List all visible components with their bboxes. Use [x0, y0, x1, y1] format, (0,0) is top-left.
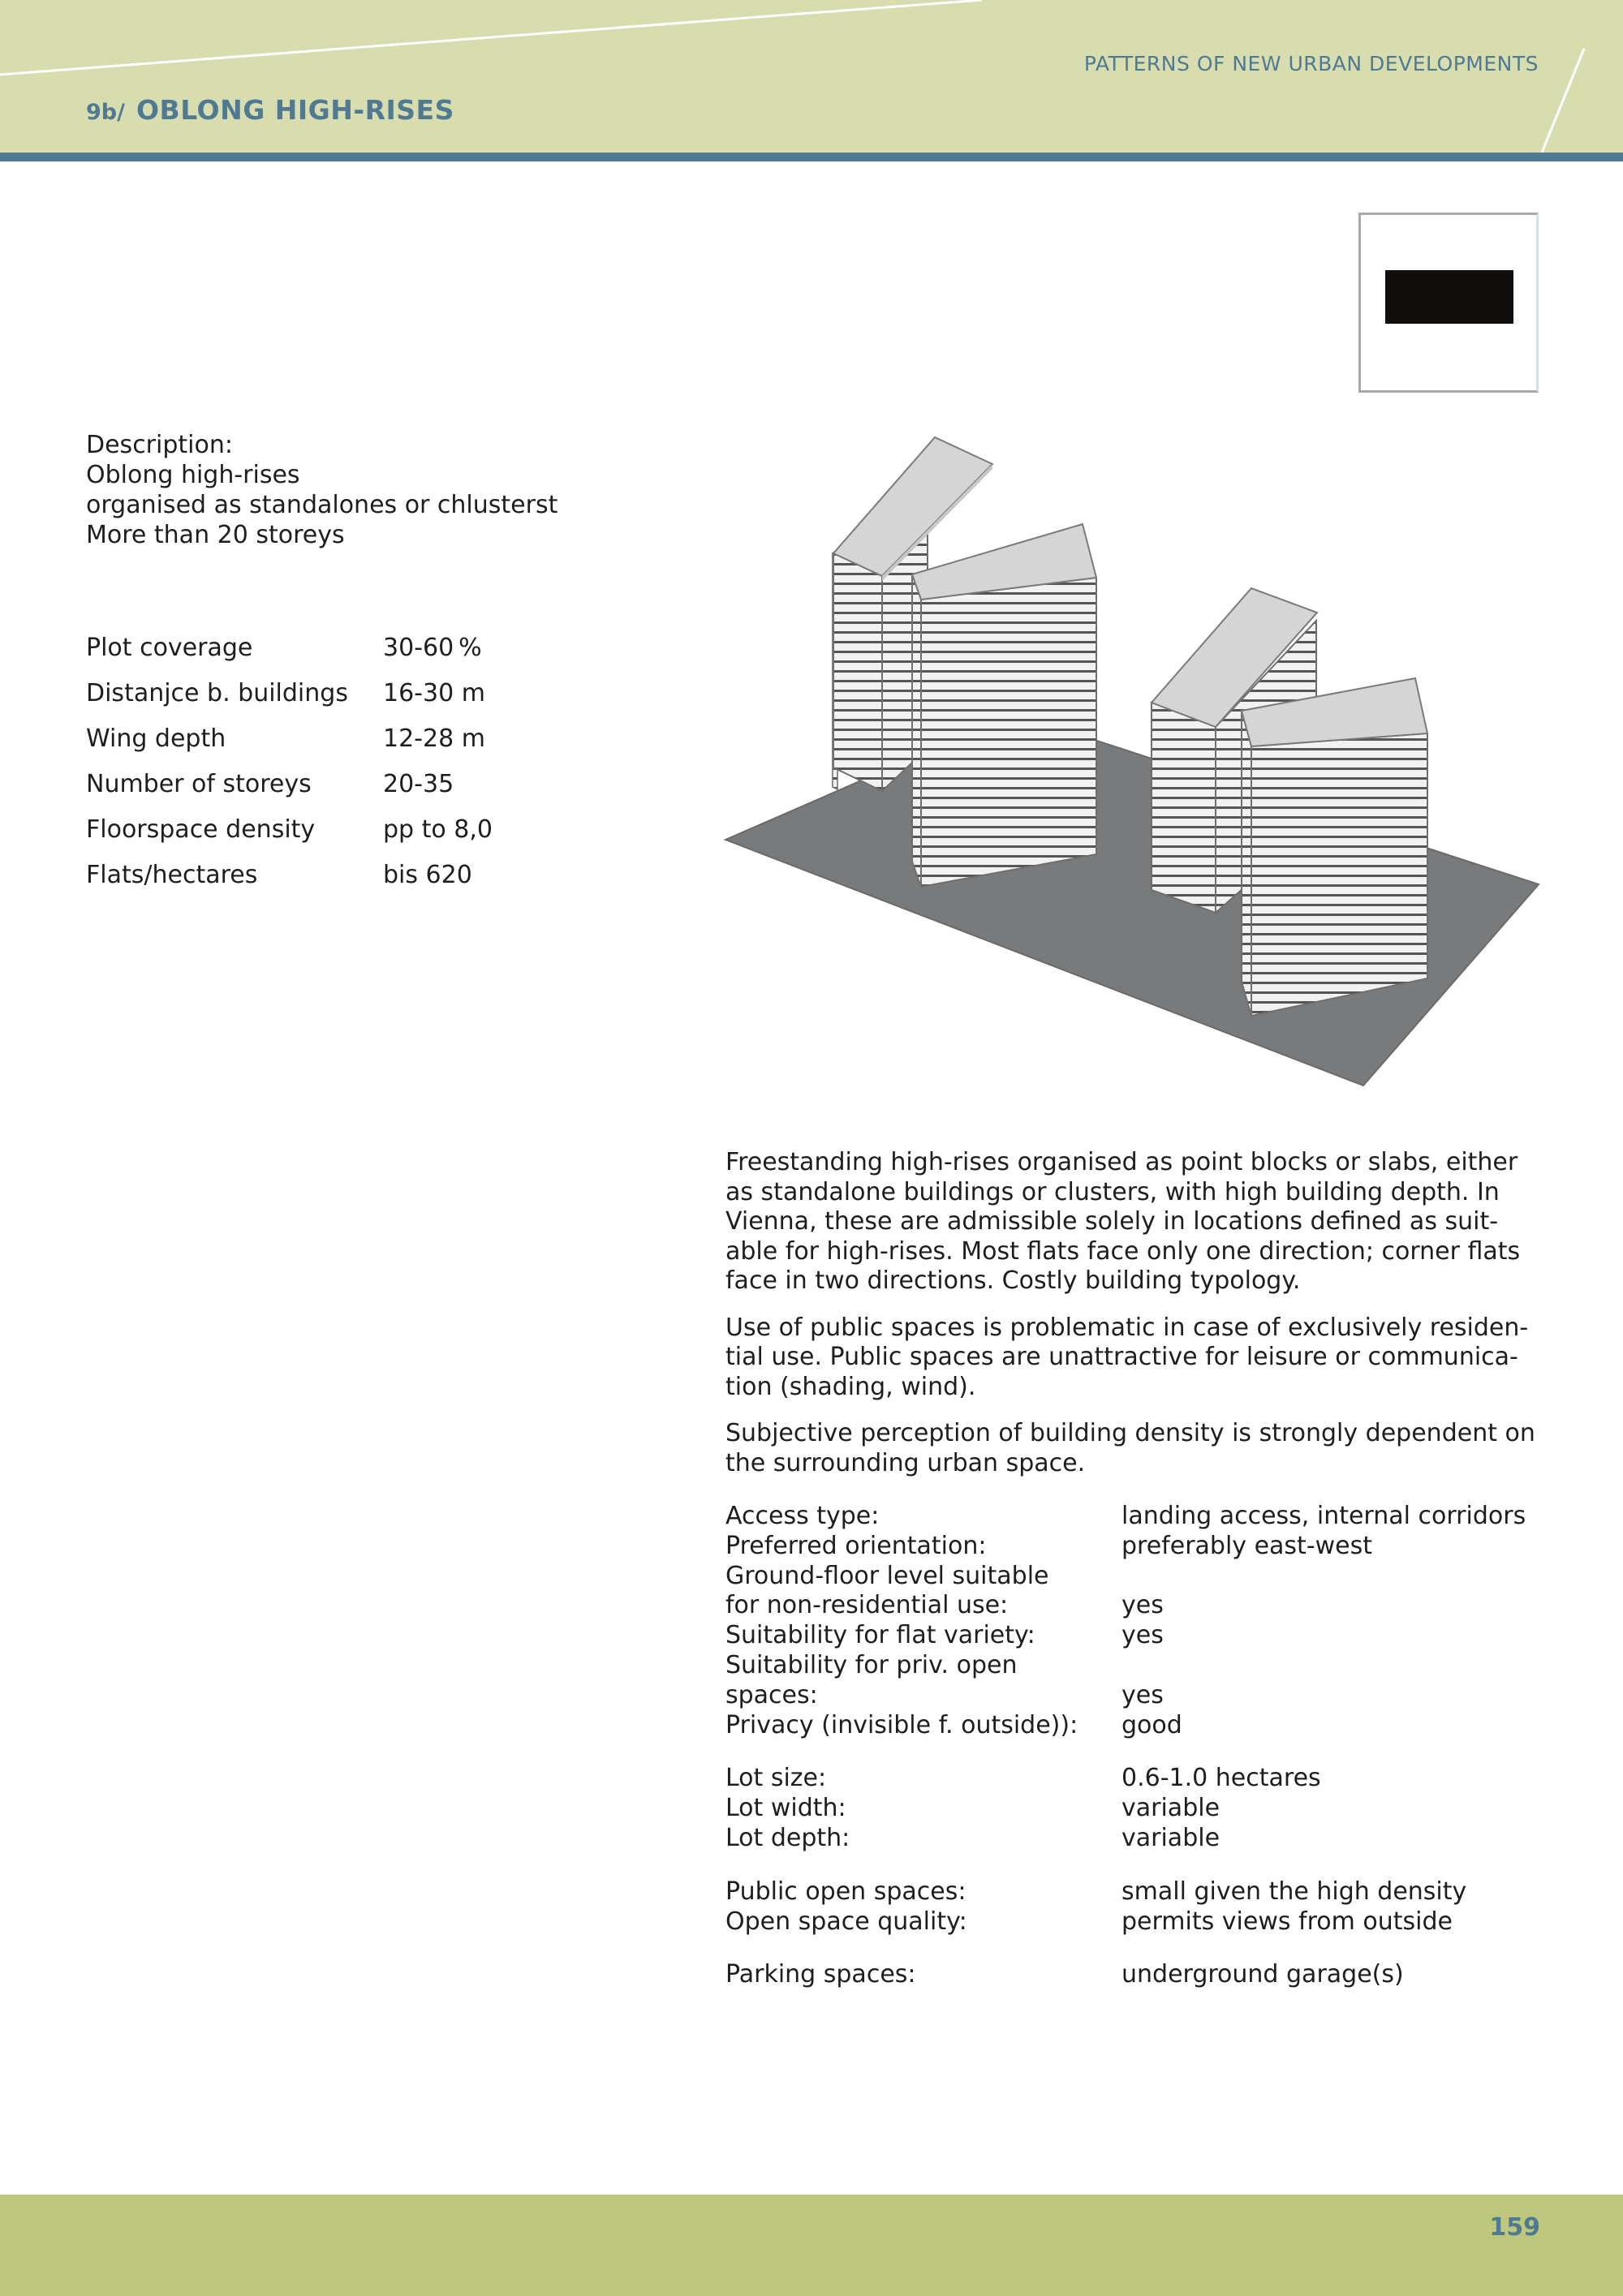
fact-row	[725, 1591, 1526, 1621]
fact-row	[725, 1651, 1526, 1681]
facts-table	[725, 1502, 1526, 2014]
metric-label: Number of storeys	[86, 770, 312, 798]
body-paragraph: Subjective perception of building density is strongly dependent on the surrounding urban space.	[725, 1419, 1535, 1477]
chapter-number: 9b/	[86, 100, 125, 125]
fact-row	[725, 1621, 1526, 1651]
body-text	[725, 1148, 1545, 1495]
body-paragraph: Use of public spaces is problematic in case of exclusively residen-tial use. Public spaces are unattractive for leisure or communica-tion (shading, wind).	[725, 1313, 1529, 1401]
metric-label: Distanjce b. buildings	[86, 679, 348, 707]
fact-label: spaces:	[725, 1680, 818, 1709]
metric-row	[86, 724, 493, 770]
tower-3-left-face	[1152, 703, 1216, 913]
metrics-table	[86, 634, 493, 906]
metric-label: Flats/hectares	[86, 861, 258, 889]
fact-label: Preferred orientation:	[725, 1531, 987, 1560]
fact-row	[725, 1877, 1526, 1907]
tower-4-front-face	[1251, 733, 1427, 1016]
fact-row	[725, 1532, 1526, 1562]
fact-row	[725, 1681, 1526, 1711]
tower-4-left-face	[1242, 711, 1251, 1016]
fact-value: landing access, internal corridors	[1121, 1502, 1526, 1530]
fact-group	[725, 1960, 1526, 1990]
fact-label: Parking spaces:	[725, 1960, 916, 1989]
plan-thumbnail-block	[1385, 270, 1513, 324]
metric-value: bis 620	[383, 861, 472, 889]
fact-row	[725, 1794, 1526, 1824]
body-paragraph: Freestanding high-rises organised as point blocks or slabs, either as standalone buildings or clusters, with high building depth. In Vienna, these are admissible solely in locations defined as suit-able for high-rises. Most flats face only one direction; corner flats face in two directions. Costly building typology.	[725, 1148, 1521, 1295]
fact-label: Ground-floor level suitable	[725, 1561, 1049, 1590]
fact-label: Privacy (invisible f. outside)):	[725, 1710, 1078, 1739]
header-rule	[0, 153, 1623, 161]
fact-row	[725, 1907, 1526, 1937]
fact-label: Public open spaces:	[725, 1877, 966, 1906]
fact-value: preferably east-west	[1121, 1531, 1373, 1560]
metric-value: 16-30 m	[383, 679, 485, 707]
fact-value: yes	[1121, 1591, 1164, 1620]
fact-label: Lot depth:	[725, 1823, 850, 1852]
fact-label: Access type:	[725, 1502, 880, 1530]
fact-label: for non-residential use:	[725, 1591, 1009, 1620]
fact-row	[725, 1824, 1526, 1854]
plan-thumbnail	[1358, 213, 1539, 393]
fact-label: Lot size:	[725, 1764, 827, 1793]
metric-label: Floorspace density	[86, 815, 316, 844]
tower-1-left-face	[833, 553, 882, 791]
metric-row	[86, 770, 493, 815]
running-title: PATTERNS OF NEW URBAN DEVELOPMENTS	[1083, 52, 1539, 75]
fact-label: Lot width:	[725, 1794, 846, 1823]
page-number: 159	[1489, 2213, 1540, 2242]
chapter-heading	[86, 94, 454, 126]
fact-row	[725, 1502, 1526, 1532]
fact-row	[725, 1562, 1526, 1592]
tower-2-left-face	[912, 574, 921, 887]
description-line: More than 20 storeys	[86, 521, 345, 549]
fact-label: Suitability for priv. open	[725, 1650, 1018, 1679]
tower-2-front-face	[921, 578, 1096, 887]
fact-group	[725, 1877, 1526, 1937]
fact-value: 0.6-1.0 hectares	[1121, 1764, 1321, 1793]
metric-row	[86, 679, 493, 724]
fact-row	[725, 1764, 1526, 1794]
metric-label: Wing depth	[86, 724, 226, 753]
metric-value: pp to 8,0	[383, 815, 493, 844]
fact-value: variable	[1121, 1794, 1220, 1823]
fact-row	[725, 1711, 1526, 1741]
header-decoration	[0, 0, 1623, 162]
fact-value: variable	[1121, 1823, 1220, 1852]
metric-value: 20-35	[383, 770, 454, 798]
fact-value: permits views from outside	[1121, 1907, 1453, 1936]
description-line: organised as standalones or chlusterst	[86, 491, 558, 519]
fact-group	[725, 1764, 1526, 1853]
fact-label: Suitability for flat variety:	[725, 1621, 1035, 1650]
description-block	[86, 430, 558, 550]
fact-value: underground garage(s)	[1121, 1960, 1404, 1989]
metric-row	[86, 634, 493, 679]
metric-row	[86, 815, 493, 861]
chapter-title: OBLONG HIGH-RISES	[136, 94, 454, 126]
metric-value: 30-60 %	[383, 634, 482, 662]
fact-value: good	[1121, 1710, 1182, 1739]
description-label: Description:	[86, 431, 233, 459]
metric-value: 12-28 m	[383, 724, 485, 753]
metric-label: Plot coverage	[86, 634, 253, 662]
fact-label: Open space quality:	[725, 1907, 967, 1936]
high-rise-illustration	[722, 430, 1542, 1095]
fact-value: small given the high density	[1121, 1877, 1467, 1906]
metric-row	[86, 861, 493, 906]
page-footer	[0, 2195, 1623, 2296]
fact-value: yes	[1121, 1680, 1164, 1709]
fact-value: yes	[1121, 1621, 1164, 1650]
fact-group	[725, 1502, 1526, 1740]
fact-row	[725, 1960, 1526, 1990]
description-line: Oblong high-rises	[86, 461, 300, 489]
